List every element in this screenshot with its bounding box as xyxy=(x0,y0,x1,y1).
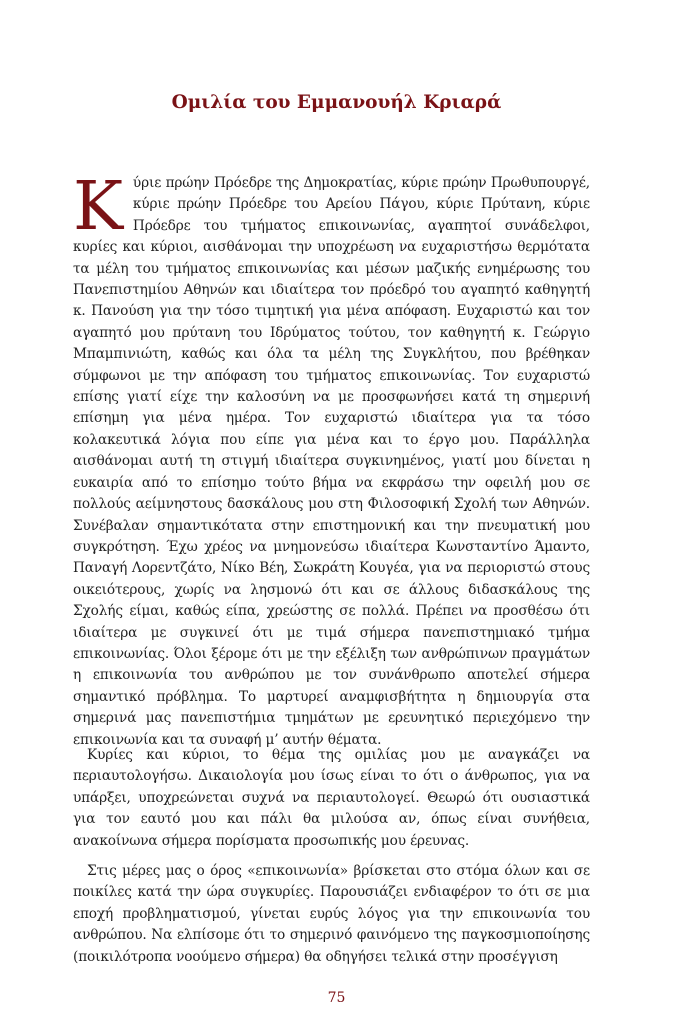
paragraph-1-text: ύριε πρώην Πρόεδρε της Δημοκρατίας, κύριε πρώην Πρωθυπουργέ, κύριε πρώην Πρόεδρε του Αρείου Πάγου, κύριε Πρύτανη, κύριε Πρόεδρε του τμήματος επικοινωνίας, αγαπητοί συνάδελφοι, κυρίες και κύριοι, αισθάνομαι την υποχρέωση να ευχαριστήσω θερμότατα τα μέλη του τμήματος επικοινωνίας και μέσων μαζικής ενημέρωσης του Πανεπιστημίου Αθηνών και ιδιαίτερα τον πρόεδρό του αγαπητό καθηγητή κ. Πανούση για την τόσο τιμητική για μένα απόφαση. Ευχαριστώ και τον αγαπητό μου πρύτανη του Ιδρύματος τούτου, τον καθηγητή κ. Γεώργιο Μπαμπινιώτη, καθώς και όλα τα μέλη της Συγκλήτου, που βρέθηκαν σύμφωνοι με την απόφαση του τμήματος επικοινωνίας. Τον ευχαριστώ επίσης γιατί είχε την καλοσύνη να με προσφωνήσει κατά τη σημερινή επίσημη για μένα ημέρα. Τον ευχαριστώ ιδιαίτερα για τα τόσο κολακευτικά λόγια που είπε για μένα και το έργο μου. Παράλληλα αισθάνομαι αυτή τη στιγμή ιδιαίτερα συγκινημένος, γιατί μου δίνεται η ευκαιρία από το επίσημο τούτο βήμα να εκφράσω την οφειλή μου σε πολλούς αείμνηστους δασκάλους μου στη Φιλοσοφική Σχολή των Αθηνών. Συνέβαλαν σημαντικότατα στην επιστημονική και την πνευματική μου συγκρότηση. Έχω χρέος να μνημονεύσω ιδιαίτερα Κωνσταντίνο Άμαντο, Παναγή Λορεντζάτο, Νίκο Βέη, Σωκράτη Κουγέα, για να περιοριστώ στους οικειότερους, χωρίς να λησμονώ ότι και σε άλλους διδασκάλους της Σχολής είμαι, καθώς είπα, χρεώστης σε πολλά. Πρέπει να προσθέσω ότι ιδιαίτερα με συγκινεί ότι με τιμά σήμερα πανεπιστημιακό τμήμα επικοινωνίας. Όλοι ξέρομε ότι με την εξέλιξη των ανθρώπινων πραγμάτων η επικοινωνία του ανθρώπου με τον συνάνθρωπο αποτελεί σήμερα σημαντικό πρόβλημα. Το μαρτυρεί αναμφισβήτητα η δημιουργία στα σημερινά μας πανεπιστήμια τμημάτων με ερευνητικό περιεχόμενο την επικοινωνία και τα συναφή μ’ αυτήν θέματα. xyxy=(73,175,590,748)
paragraph-2: Κυρίες και κύριοι, το θέμα της ομιλίας μου με αναγκάζει να περιαυτολογήσω. Δικαιολογία μου ίσως είναι το ότι ο άνθρωπος, για να υπάρξει, υποχρεώνεται συχνά να περιαυτολογεί. Θεωρώ ότι ουσιαστικά για τον εαυτό μου και πάλι θα μιλούσα αν, όπως είναι συνήθεια, ανακοίνωνα σήμερα πορίσματα προσωπικής μου έρευνας. xyxy=(73,747,590,849)
paragraph-3: Στις μέρες μας ο όρος «επικοινωνία» βρίσκεται στο στόμα όλων και σε ποικίλες κατά την ώρα συγκυρίες. Παρουσιάζει ενδιαφέρον το ότι σε μια εποχή προβληματισμού, γίνεται ευρύς λόγος για την επικοινωνία του ανθρώπου. Να ελπίσομε ότι το σημερινό φαινόμενο της παγκοσμιοποίησης (ποικιλότροπα νοούμενο σήμερα) θα οδηγήσει τελικά στην προσέγγιση xyxy=(73,863,590,965)
page-title: Ομιλία του Εμμανουήλ Κριαρά xyxy=(171,92,502,113)
paragraph-1 xyxy=(73,167,590,751)
page-number: 75 xyxy=(327,990,346,1006)
drop-cap: Κ xyxy=(73,167,123,245)
